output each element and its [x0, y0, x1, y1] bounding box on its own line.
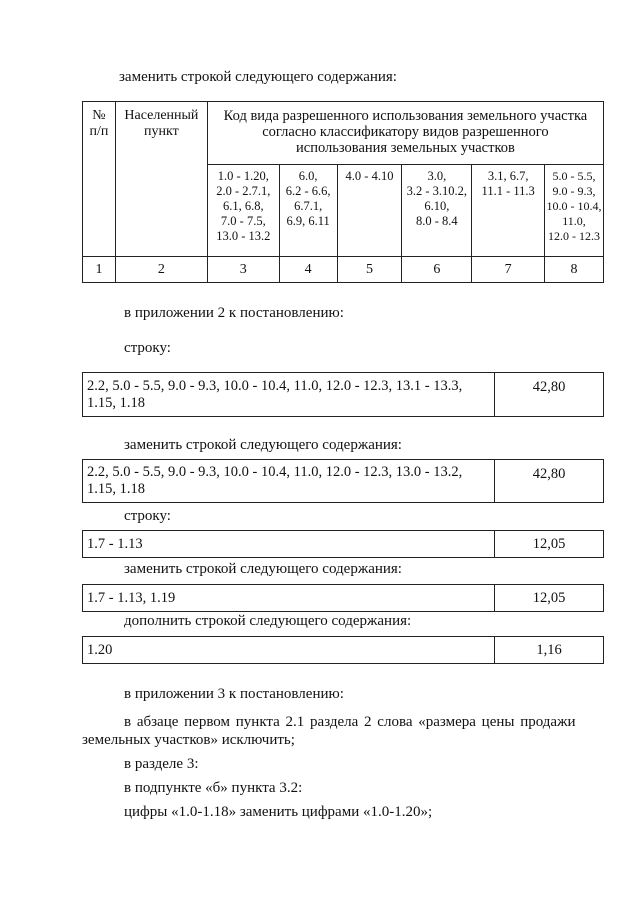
row-value: 42,80: [495, 460, 604, 503]
paragraph: в абзаце первом пункта 2.1 раздела 2 слова «размера цены продажи: [124, 714, 576, 730]
paragraph: в приложении 2 к постановлению:: [124, 305, 344, 321]
column-number: 3: [207, 257, 279, 283]
column-number: 5: [337, 257, 402, 283]
column-number: 8: [545, 257, 604, 283]
paragraph: строку:: [124, 508, 171, 524]
row-codes: 2.2, 5.0 - 5.5, 9.0 - 9.3, 10.0 - 10.4, 11.0, 12.0 - 12.3, 13.0 - 13.2, 1.15, 1.18: [83, 460, 495, 503]
header-num: № п/п: [83, 102, 116, 257]
row-codes: 1.20: [83, 637, 495, 664]
code-cell: 5.0 - 5.5, 9.0 - 9.3, 10.0 - 10.4, 11.0, 12.0 - 12.3: [545, 165, 604, 257]
code-cell: 3.0, 3.2 - 3.10.2, 6.10, 8.0 - 8.4: [402, 165, 472, 257]
column-number: 2: [115, 257, 207, 283]
code-cell: 3.1, 6.7, 11.1 - 11.3: [472, 165, 545, 257]
column-number: 7: [472, 257, 545, 283]
code-cell: 1.0 - 1.20, 2.0 - 2.7.1, 6.1, 6.8, 7.0 - 7.5, 13.0 - 13.2: [207, 165, 279, 257]
row-codes: 1.7 - 1.13, 1.19: [83, 585, 495, 612]
row-value: 12,05: [495, 585, 604, 612]
row-value: 1,16: [495, 637, 604, 664]
rate-row-table: [82, 530, 604, 558]
paragraph: земельных участков» исключить;: [82, 732, 295, 748]
rate-row-table: [82, 459, 604, 503]
paragraph: заменить строкой следующего содержания:: [124, 437, 402, 453]
row-codes: 1.7 - 1.13: [83, 531, 495, 558]
column-number: 6: [402, 257, 472, 283]
rate-row-table: [82, 372, 604, 417]
row-codes: 2.2, 5.0 - 5.5, 9.0 - 9.3, 10.0 - 10.4, 11.0, 12.0 - 12.3, 13.1 - 13.3, 1.15, 1.18: [83, 373, 495, 417]
header-settlement: Населенный пункт: [115, 102, 207, 257]
intro-line: заменить строкой следующего содержания:: [119, 69, 397, 85]
code-cell: 6.0, 6.2 - 6.6, 6.7.1, 6.9, 6.11: [279, 165, 337, 257]
paragraph: заменить строкой следующего содержания:: [124, 561, 402, 577]
paragraph: в разделе 3:: [124, 756, 199, 772]
code-cell: 4.0 - 4.10: [337, 165, 402, 257]
rate-row-table: [82, 584, 604, 612]
main-table: [82, 101, 604, 283]
paragraph: в подпункте «б» пункта 3.2:: [124, 780, 303, 796]
paragraph: строку:: [124, 340, 171, 356]
paragraph: дополнить строкой следующего содержания:: [124, 613, 412, 629]
paragraph: цифры «1.0-1.18» заменить цифрами «1.0-1.20»;: [124, 804, 433, 820]
column-number: 1: [83, 257, 116, 283]
header-code: Код вида разрешенного использования земельного участка согласно классификатору видов разрешенного использования земельных участков: [207, 102, 603, 165]
rate-row-table: [82, 636, 604, 664]
row-value: 12,05: [495, 531, 604, 558]
row-value: 42,80: [495, 373, 604, 417]
column-number: 4: [279, 257, 337, 283]
paragraph: в приложении 3 к постановлению:: [124, 686, 344, 702]
